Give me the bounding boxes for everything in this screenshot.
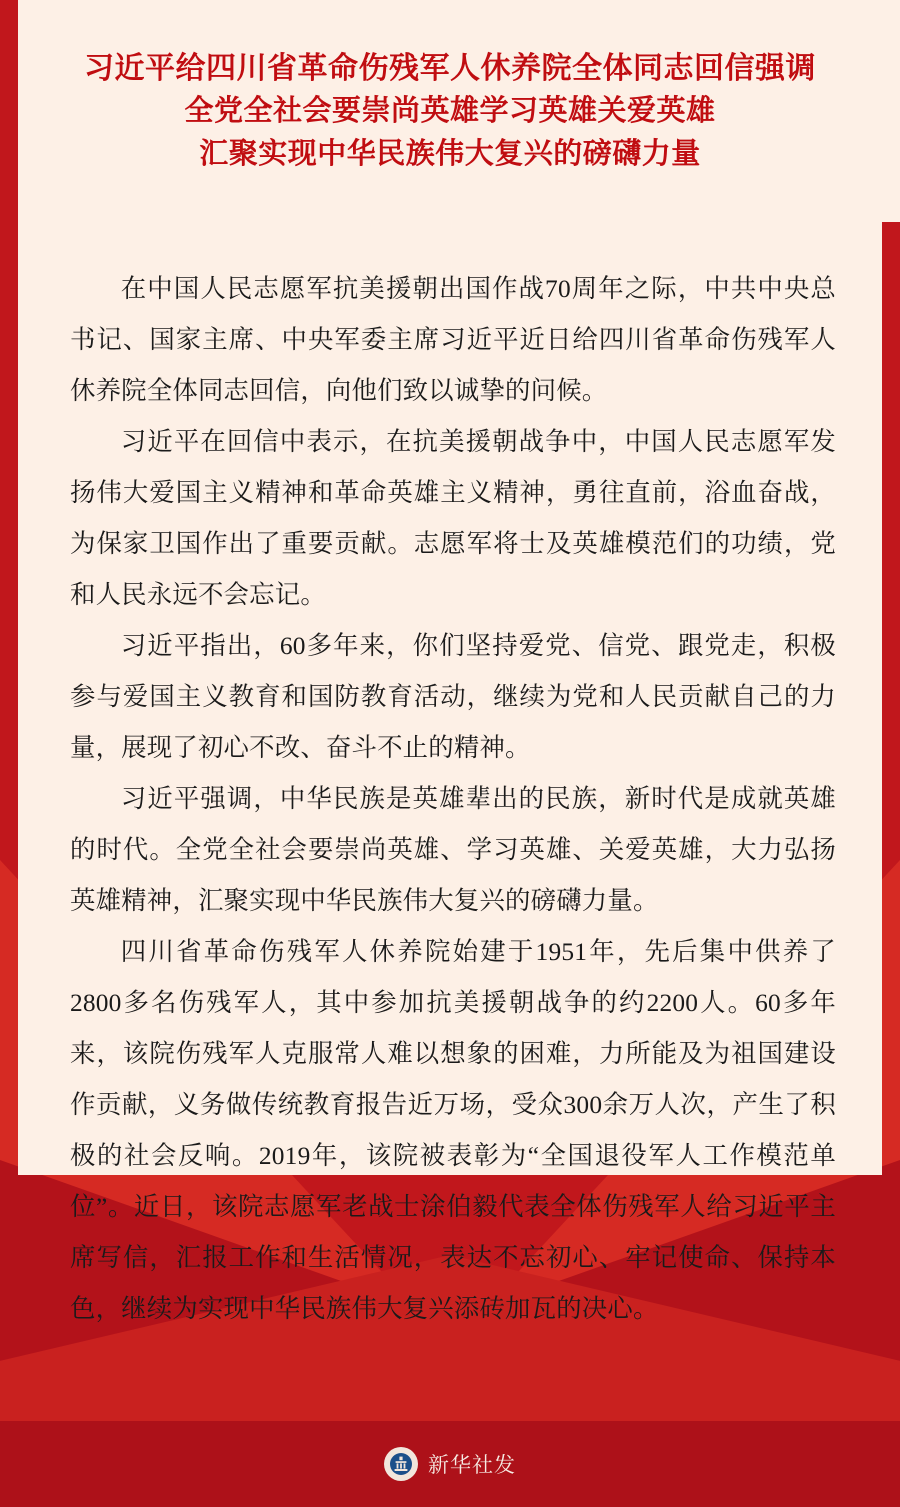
poster-header — [0, 0, 900, 222]
letter-sheet — [18, 222, 882, 1323]
footer — [0, 1437, 900, 1491]
page-title-line-1: 习近平给四川省革命伤残军人休养院全体同志回信强调 — [84, 51, 816, 85]
body-paragraph: 习近平在回信中表示，在抗美援朝战争中，中国人民志愿军发扬伟大爱国主义精神和革命英雄主义精神，勇往直前，浴血奋战，为保家卫国作出了重要贡献。志愿军将士及英雄模范们的功绩，党和人民永远不会忘记。 — [70, 428, 836, 609]
page-title-line-2: 全党全社会要崇尚英雄学习英雄关爱英雄 — [184, 94, 716, 127]
page-title-line-3: 汇聚实现中华民族伟大复兴的磅礴力量 — [199, 137, 701, 170]
body-paragraph: 习近平指出，60多年来，你们坚持爱党、信党、跟党走，积极参与爱国主义教育和国防教育活动，继续为党和人民贡献自己的力量，展现了初心不改、奋斗不止的精神。 — [70, 632, 836, 762]
body-paragraph: 在中国人民志愿军抗美援朝出国作战70周年之际，中共中央总书记、国家主席、中央军委主席习近平近日给四川省革命伤残军人休养院全体同志回信，向他们致以诚挚的问候。 — [70, 275, 836, 405]
footer-credit: 新华社发 — [428, 1454, 516, 1477]
xinhua-seal-icon — [384, 1447, 418, 1481]
body-paragraph: 四川省革命伤残军人休养院始建于1951年，先后集中供养了2800多名伤残军人，其中参加抗美援朝战争的约2200人。60多年来，该院伤残军人克服常人难以想象的困难，力所能及为祖国建设作贡献，义务做传统教育报告近万场，受众300余万人次，产生了积极的社会反响。2019年，该院被表彰为“全国退役军人工作模范单位”。近日，该院志愿军老战士涂伯毅代表全体伤残军人给习近平主席写信，汇报工作和生活情况，表达不忘初心、牢记使命、保持本色，继续为实现中华民族伟大复兴添砖加瓦的决心。 — [70, 938, 836, 1323]
body-paragraph: 习近平强调，中华民族是英雄辈出的民族，新时代是成就英雄的时代。全党全社会要崇尚英雄、学习英雄、关爱英雄，大力弘扬英雄精神，汇聚实现中华民族伟大复兴的磅礴力量。 — [70, 785, 836, 915]
